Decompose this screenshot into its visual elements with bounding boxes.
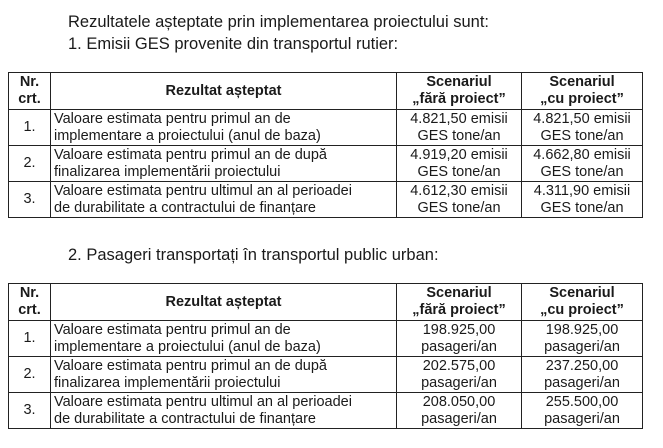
value-with-project: 4.662,80 emisii GES tone/an	[522, 146, 643, 182]
value-without-project: 4.612,30 emisii GES tone/an	[397, 182, 522, 218]
row-description: Valoare estimata pentru primul an de implementare a proiectului (anul de baza)	[51, 321, 397, 357]
section-1-title: 1. Emisii GES provenite din transportul rutier:	[68, 35, 399, 53]
emissions-table	[8, 72, 643, 218]
table-row	[9, 321, 643, 357]
value-with-project: 4.821,50 emisii GES tone/an	[522, 110, 643, 146]
value-with-project: 198.925,00 pasageri/an	[522, 321, 643, 357]
row-number: 1.	[9, 110, 51, 146]
section-2-title: 2. Pasageri transportați în transportul public urban:	[68, 246, 439, 264]
table-row	[9, 110, 643, 146]
value-without-project: 198.925,00 pasageri/an	[397, 321, 522, 357]
header-result: Rezultat așteptat	[51, 73, 397, 110]
header-with-project: Scenariul „cu proiect”	[522, 73, 643, 110]
value-with-project: 237.250,00 pasageri/an	[522, 357, 643, 393]
passengers-table	[8, 283, 643, 429]
intro-text: Rezultatele așteptate prin implementarea proiectului sunt:	[68, 13, 489, 31]
table-row	[9, 393, 643, 429]
row-number: 2.	[9, 146, 51, 182]
value-without-project: 202.575,00 pasageri/an	[397, 357, 522, 393]
row-number: 3.	[9, 182, 51, 218]
row-description: Valoare estimata pentru primul an de implementare a proiectului (anul de baza)	[51, 110, 397, 146]
row-description: Valoare estimata pentru ultimul an al perioadei de durabilitate a contractului de finanțare	[51, 182, 397, 218]
row-description: Valoare estimata pentru primul an de după finalizarea implementării proiectului	[51, 357, 397, 393]
value-without-project: 4.821,50 emisii GES tone/an	[397, 110, 522, 146]
header-with-project: Scenariul „cu proiect”	[522, 284, 643, 321]
row-description: Valoare estimata pentru primul an de după finalizarea implementării proiectului	[51, 146, 397, 182]
table-row	[9, 182, 643, 218]
value-with-project: 255.500,00 pasageri/an	[522, 393, 643, 429]
table-row	[9, 357, 643, 393]
header-nr: Nr. crt.	[9, 73, 51, 110]
value-without-project: 4.919,20 emisii GES tone/an	[397, 146, 522, 182]
table-header-row	[9, 284, 643, 321]
row-number: 1.	[9, 321, 51, 357]
value-with-project: 4.311,90 emisii GES tone/an	[522, 182, 643, 218]
table-row	[9, 146, 643, 182]
table-header-row	[9, 73, 643, 110]
header-nr: Nr. crt.	[9, 284, 51, 321]
row-number: 2.	[9, 357, 51, 393]
value-without-project: 208.050,00 pasageri/an	[397, 393, 522, 429]
header-without-project: Scenariul „fără proiect”	[397, 284, 522, 321]
header-result: Rezultat așteptat	[51, 284, 397, 321]
header-without-project: Scenariul „fără proiect”	[397, 73, 522, 110]
row-number: 3.	[9, 393, 51, 429]
row-description: Valoare estimata pentru ultimul an al perioadei de durabilitate a contractului de finanțare	[51, 393, 397, 429]
